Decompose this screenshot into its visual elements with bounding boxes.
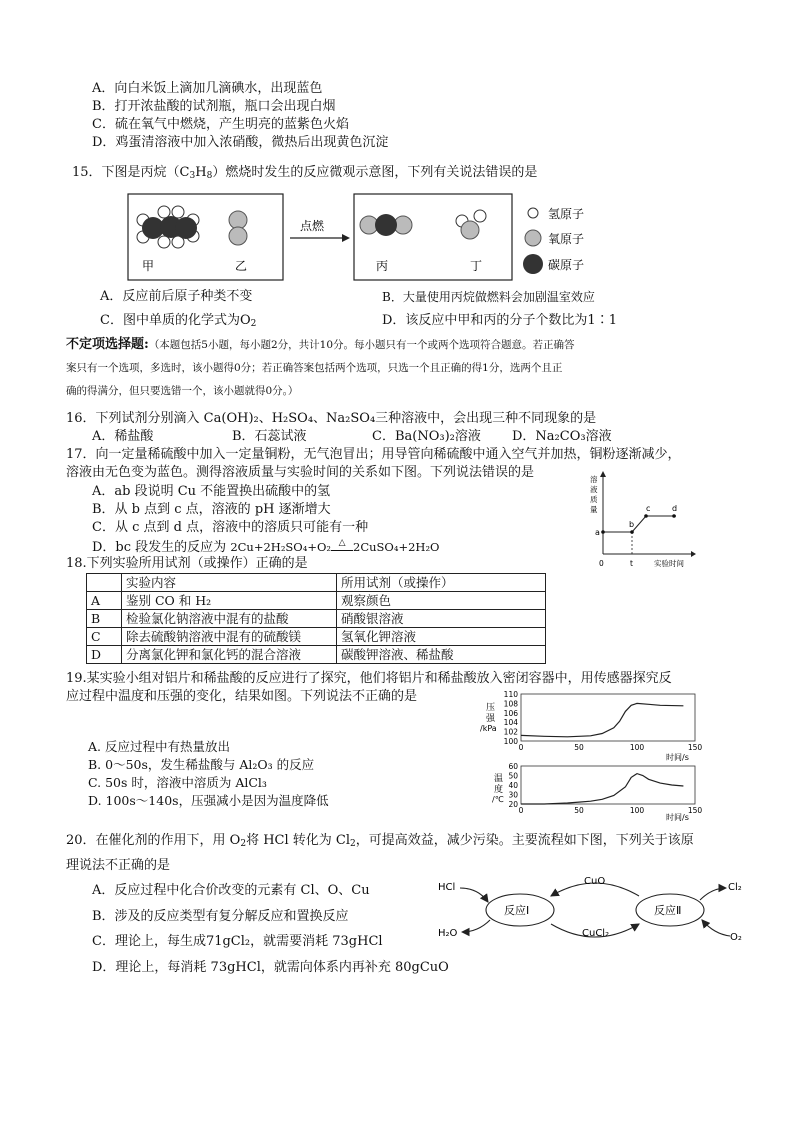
q18-table (86, 573, 546, 664)
pressure-series-line (521, 703, 683, 736)
table-cell: 硝酸银溶液 (337, 610, 546, 628)
temperature-xtick-label: 100 (629, 806, 645, 815)
cl2-label: Cl₂ (728, 882, 742, 893)
q14-option-a: A．向白米饭上滴加几滴碘水，出现蓝色 (92, 81, 323, 96)
table-cell: 观察颜色 (337, 592, 546, 610)
pressure-xtick-label: 150 (687, 743, 703, 752)
q20-option-d: D．理论上，每消耗 73gHCl，就需向体系内再补充 80gCuO (92, 960, 449, 975)
legend (523, 207, 584, 274)
q17-point-a: a (595, 528, 600, 537)
q17-ylabel-4: 量 (590, 505, 598, 514)
pressure-chart (480, 690, 702, 762)
q14-option-b: B．打开浓盐酸的试剂瓶，瓶口会出现白烟 (92, 99, 336, 114)
hcl-label: HCl (438, 882, 456, 893)
temperature-series-line (521, 774, 683, 804)
temperature-ylabel-3: /℃ (492, 795, 504, 804)
propane-molecule (137, 206, 199, 248)
section-instructions-2: 案只有一个选项，多选时，该小题得0分；若正确答案包括两个选项，只选一个且正确的得1分，选两个且正 (66, 362, 563, 374)
table-row (87, 628, 546, 646)
q17-ylabel-2: 液 (590, 485, 598, 494)
pressure-ylabel-1: 压 (486, 703, 496, 713)
q17-option-b: B．从 b 点到 c 点，溶液的 pH 逐渐增大 (92, 502, 331, 517)
label-ding: 丁 (470, 259, 483, 273)
q19-option-c: C. 50s 时，溶液中溶质为 AlCl₃ (88, 775, 267, 790)
q16-option-d: D．Na₂CO₃溶液 (512, 429, 612, 444)
q20-stem-2: 理说法不正确的是 (66, 858, 171, 873)
arrow-label: 点燃 (300, 219, 325, 233)
temperature-ytick-label: 60 (508, 762, 518, 771)
carbon-dioxide-molecule (360, 214, 412, 236)
legend-oxygen: 氧原子 (548, 232, 585, 246)
temperature-ytick-label: 30 (508, 790, 518, 800)
q17-stem-2: 溶液由无色变为蓝色。测得溶液质量与实验时间的关系如下图。下列说法错误的是 (66, 465, 535, 480)
temperature-xtick-label: 0 (518, 806, 524, 815)
reaction-1-label: 反应Ⅰ (504, 904, 530, 917)
temperature-ylabel-1: 温 (494, 774, 504, 784)
table-header (87, 574, 546, 592)
q19-option-a: A. 反应过程中有热量放出 (88, 739, 230, 754)
water-molecule (456, 210, 486, 239)
pressure-ytick-label: 108 (503, 699, 518, 709)
q19-option-d: D. 100s～140s，压强减小是因为温度降低 (88, 793, 329, 808)
q19-option-b: B. 0～50s，发生稀盐酸与 Al₂O₃ 的反应 (88, 757, 315, 772)
pressure-ylabel-2: 强 (486, 714, 496, 724)
q15-stem: 15．下图是丙烷$(C_3H_8)$燃烧时发生的反应微观示意图，下列有关说法错误的是 (72, 165, 538, 181)
q15-option-b: B．大量使用丙烷做燃料会加剧温室效应 (382, 290, 595, 304)
q17-t-label: t (630, 559, 633, 568)
temperature-ylabel-2: 度 (494, 785, 504, 795)
table-cell: B (87, 610, 122, 628)
pressure-ytick-label: 106 (503, 708, 518, 718)
q18-stem: 18.下列实验所用试剂（或操作）正确的是 (66, 556, 308, 571)
temperature-ytick-label: 50 (508, 771, 518, 781)
q15-option-c: C．图中单质的化学式为$O_2$ (100, 313, 257, 329)
q15-option-d: D．该反应中甲和丙的分子个数比为1∶1 (382, 313, 617, 328)
q14-option-c: C．硫在氧气中燃烧，产生明亮的蓝紫色火焰 (92, 117, 349, 132)
q15-option-a: A．反应前后原子种类不变 (100, 289, 253, 304)
pressure-ytick-label: 110 (503, 690, 518, 699)
q15-molecule-diagram (120, 190, 620, 285)
pressure-ytick-label: 102 (503, 727, 518, 737)
label-yi: 乙 (235, 259, 248, 273)
q17-xlabel: 实验时间 (654, 559, 684, 568)
q17-ylabel-1: 溶 (590, 475, 598, 484)
table-cell: A (87, 592, 122, 610)
table-cell: 分离氯化钾和氯化钙的混合溶液 (122, 646, 337, 664)
temperature-xtick-label: 50 (574, 806, 584, 815)
cuo-label: CuO (584, 876, 606, 887)
q20-stem-1: 20．在催化剂的作用下，用 $O_2$将 HCl 转化为 $Cl_2$，可提高效益，减少污染。主要流程如下图，下列关于该原 (66, 833, 694, 849)
pressure-xtick-label: 100 (629, 743, 645, 752)
pressure-ylabel-3: /kPa (480, 724, 497, 733)
q17-option-d: D．bc 段发生的反应为 2Cu+2H₂SO₄+O₂ △ 2CuSO₄+2H₂O (92, 538, 440, 555)
temperature-ytick-label: 20 (508, 800, 518, 809)
table-cell: D (87, 646, 122, 664)
q17-origin: 0 (599, 559, 604, 568)
oxygen-molecule (229, 211, 247, 245)
q16-option-a: A．稀盐酸 (92, 429, 154, 444)
table-header-cell: 所用试剂（或操作） (337, 574, 546, 592)
temperature-xtick-label: 150 (687, 806, 703, 815)
q14-option-d: D．鸡蛋清溶液中加入浓硝酸，微热后出现黄色沉淀 (92, 135, 389, 150)
h2o-label: H₂O (438, 928, 458, 939)
table-header-cell: 实验内容 (122, 574, 337, 592)
table-cell: 除去硫酸钠溶液中混有的硫酸镁 (122, 628, 337, 646)
legend-hydrogen: 氢原子 (548, 207, 585, 221)
o2-label: O₂ (730, 932, 742, 943)
table-cell: 氢氧化钾溶液 (337, 628, 546, 646)
section-instructions-3: 确的得满分，但只要选错一个，该小题就得0分。） (66, 385, 299, 397)
table-row (87, 610, 546, 628)
q17-option-a: A．ab 段说明 Cu 不能置换出硫酸中的氢 (92, 484, 331, 499)
q20-flow-diagram (434, 866, 754, 946)
pressure-xtick-label: 50 (574, 743, 584, 752)
temperature-ytick-label: 40 (508, 781, 518, 790)
q16-option-c: C．Ba(NO₃)₂溶液 (372, 429, 481, 444)
temperature-chart (492, 762, 702, 822)
q17-stem-1: 17．向一定量稀硫酸中加入一定量铜粉，无气泡冒出；用导管向稀硫酸中通入空气并加热，铜粉逐渐减少， (66, 447, 681, 462)
table-row (87, 592, 546, 610)
q16-stem: 16．下列试剂分别滴入 Ca(OH)₂、H₂SO₄、Na₂SO₄三种溶液中，会出现三种不同现象的是 (66, 411, 597, 426)
pressure-xtick-label: 0 (518, 743, 524, 752)
q19-stem-1: 19.某实验小组对铝片和稀盐酸的反应进行了探究，他们将铝片和稀盐酸放入密闭容器中，用传感器探究反 (66, 671, 672, 686)
q17-point-d: d (672, 504, 678, 513)
cucl2-label: CuCl₂ (582, 928, 610, 939)
q20-option-c: C．理论上，每生成71gCl₂，就需要消耗 73gHCl (92, 934, 383, 949)
table-cell: 鉴别 CO 和 H₂ (122, 592, 337, 610)
pressure-xlabel: 时间/s (666, 753, 689, 762)
q20-option-a: A．反应过程中化合价改变的元素有 Cl、O、Cu (92, 883, 370, 898)
temperature-xlabel: 时间/s (666, 813, 689, 822)
label-bing: 丙 (376, 259, 389, 273)
q20-option-b: B．涉及的反应类型有复分解反应和置换反应 (92, 909, 349, 924)
q16-option-b: B．石蕊试液 (232, 429, 307, 444)
q19-sensor-charts (478, 686, 708, 822)
label-jia: 甲 (142, 259, 155, 273)
pressure-ytick-label: 104 (503, 718, 518, 728)
q17-point-b: b (629, 520, 635, 529)
q19-stem-2: 应过程中温度和压强的变化，结果如图。下列说法不正确的是 (66, 689, 418, 704)
q17-ylabel-3: 质 (590, 495, 598, 504)
pressure-ytick-label: 100 (503, 737, 518, 746)
table-cell: 碳酸钾溶液、稀盐酸 (337, 646, 546, 664)
table-header-cell (87, 574, 122, 592)
table-cell: 检验氯化钠溶液中混有的盐酸 (122, 610, 337, 628)
table-cell: C (87, 628, 122, 646)
table-row (87, 646, 546, 664)
section-instructions-1: 不定项选择题:（本题包括5小题，每小题2分，共计10分。每小题只有一个或两个选项符合题意。若正确答 (66, 337, 575, 352)
q17-mass-time-chart (586, 468, 701, 573)
q17-option-c: C．从 c 点到 d 点，溶液中的溶质只可能有一种 (92, 520, 369, 535)
legend-carbon: 碳原子 (548, 258, 585, 272)
reaction-2-label: 反应Ⅱ (654, 904, 682, 917)
q17-point-c: c (646, 504, 651, 513)
